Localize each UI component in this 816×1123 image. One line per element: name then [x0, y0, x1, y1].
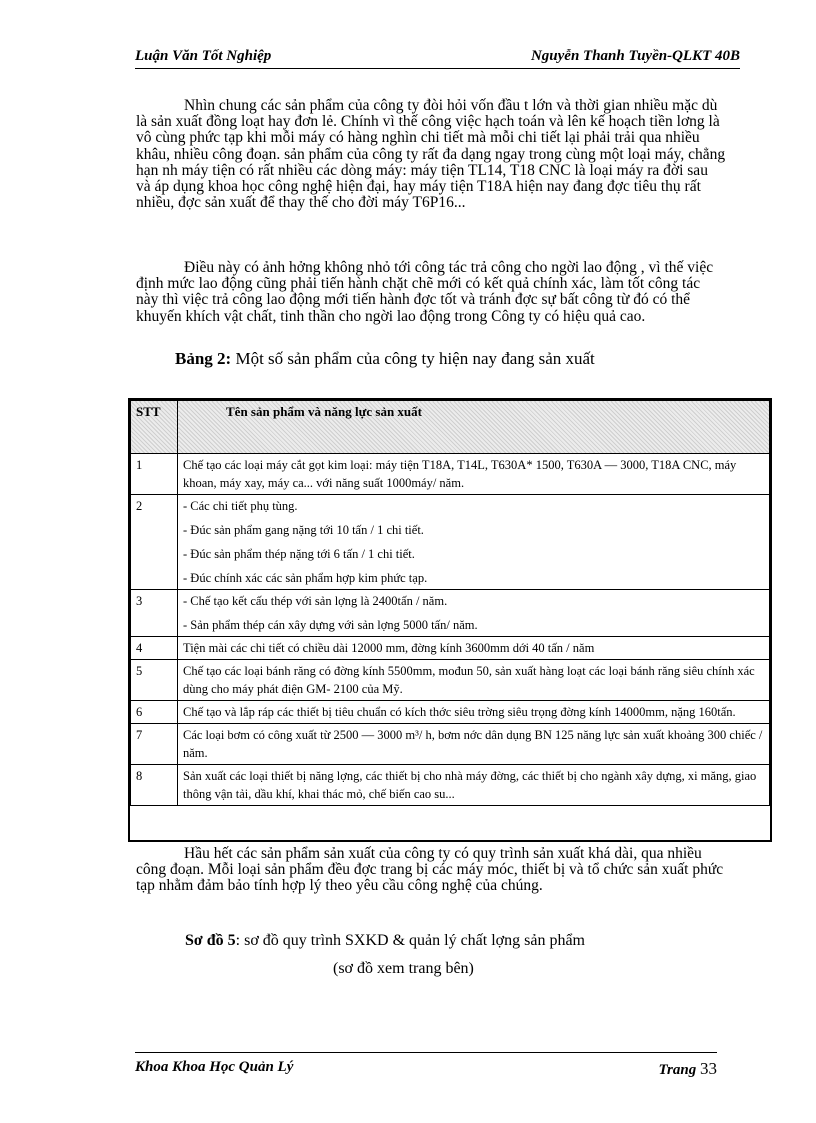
header-stt: STT	[131, 401, 178, 454]
row-line: Sản xuất các loại thiết bị năng lợng, các thiết bị cho nhà máy đờng, các thiết bị cho ngành xây dựng, xi măng, giao thông vận tải, dầu khí, khai thác mỏ, chế biến cao su...	[183, 769, 757, 801]
table-caption-text: Một số sản phẩm của công ty hiện nay đang sản xuất	[231, 349, 595, 368]
row-stt: 5	[131, 660, 178, 701]
header-product-name: Tên sản phẩm và năng lực sản xuất	[178, 401, 770, 454]
row-stt: 8	[131, 765, 178, 806]
table-row	[131, 637, 770, 660]
row-description	[178, 660, 770, 701]
table-row	[131, 454, 770, 495]
product-table	[128, 398, 772, 842]
table-row	[131, 701, 770, 724]
row-line: Chế tạo các loại máy cắt gọt kim loại: máy tiện T18A, T14L, T630A* 1500, T630A — 3000, T18A CNC, máy khoan, máy xay, máy ca... với năng suất 1000máy/ năm.	[183, 458, 737, 490]
table-row	[131, 724, 770, 765]
diagram-caption	[185, 932, 585, 950]
row-description	[178, 454, 770, 495]
table-caption-label: Bảng 2:	[175, 349, 232, 368]
table-row	[131, 765, 770, 806]
row-description	[178, 495, 770, 590]
row-stt: 6	[131, 701, 178, 724]
row-line: Tiện mài các chi tiết có chiều dài 12000 mm, đờng kính 3600mm dới 40 tấn / năm	[183, 641, 595, 655]
header-thesis-title: Luận Văn Tốt Nghiệp	[135, 48, 272, 64]
row-line: - Đúc sản phẩm thép nặng tới 6 tấn / 1 chi tiết.	[183, 547, 415, 561]
diagram-text: : sơ đồ quy trình SXKD & quản lý chất lợng sản phẩm	[235, 932, 585, 949]
page-footer	[135, 1052, 717, 1079]
paragraph-3	[136, 846, 726, 895]
footer-faculty: Khoa Khoa Học Quản Lý	[135, 1059, 294, 1075]
row-line: - Đúc sản phẩm gang nặng tới 10 tấn / 1 chi tiết.	[183, 523, 424, 537]
paragraph-2-text: Điều này có ảnh hởng không nhỏ tới công tác trả công cho ngời lao động , vì thế việc định mức lao động cũng phải tiến hành chặt chẽ mới có kết quả chính xác, làm tốt công tác này thì việc trả công lao động mới tiến hành đợc tốt và tránh đợc sự bất công từ đó có thể khuyến khích vật chất, tinh thần cho ngời lao động trong Công ty có hiệu quả cao.	[136, 259, 714, 325]
row-line: - Đúc chính xác các sản phẩm hợp kim phức tạp.	[183, 571, 428, 585]
row-description	[178, 637, 770, 660]
row-description	[178, 765, 770, 806]
row-description	[178, 701, 770, 724]
row-line: - Sản phẩm thép cán xây dựng với sản lợng 5000 tấn/ năm.	[183, 618, 478, 632]
table-row	[131, 495, 770, 590]
footer-page-label: Trang	[658, 1062, 697, 1078]
table-row	[131, 590, 770, 637]
row-stt: 2	[131, 495, 178, 590]
page-header	[135, 48, 740, 69]
row-line: Chế tạo và lắp ráp các thiết bị tiêu chuẩn có kích thớc siêu trờng siêu trọng đờng kính 14000mm, nặng 160tấn.	[183, 705, 736, 719]
paragraph-1-text: Nhìn chung các sản phẩm của công ty đòi hỏi vốn đầu t lớn và thời gian nhiều mặc dù là sản xuất đồng loạt hay đơn lẻ. Chính vì thế công việc hạch toán và lên kế hoạch tiền lơng là vô cùng phức tạp khi mỗi máy có hàng nghìn chi tiết mà mỗi chi tiết lại phải trải qua nhiều khâu, nhiều công đoạn. sản phẩm của công ty rất đa dạng ngay trong cùng một loại máy, chẳng hạn nh máy tiện có rất nhiều các dòng máy: máy tiện TL14, T18 CNC là loại máy ra đời sau và áp dụng khoa học công nghệ hiện đại, hay máy tiện T18A hiện nay đang đợc tiêu thụ rất nhiều, đợc sản xuất để thay thế cho đời máy T6P16...	[136, 97, 726, 212]
row-description	[178, 724, 770, 765]
row-stt: 3	[131, 590, 178, 637]
header-author: Nguyễn Thanh Tuyền-QLKT 40B	[530, 48, 740, 64]
row-line: - Các chi tiết phụ tùng.	[183, 499, 298, 513]
diagram-label: Sơ đồ 5	[185, 932, 236, 949]
table-header-row	[131, 401, 770, 454]
paragraph-3-text: Hầu hết các sản phẩm sản xuất của công ty có quy trình sản xuất khá dài, qua nhiều công đoạn. Mỗi loại sản phẩm đều đợc trang bị các máy móc, thiết bị và tổ chức sản xuất phức tạp nhằm đảm bảo tính hợp lý theo yêu cầu công nghệ của chúng.	[136, 845, 724, 895]
row-description	[178, 590, 770, 637]
paragraph-1	[136, 98, 726, 211]
page-number: 33	[700, 1059, 717, 1078]
paragraph-2	[136, 260, 726, 325]
diagram-note: (sơ đồ xem trang bên)	[333, 960, 474, 977]
row-line: Các loại bơm có công xuất từ 2500 — 3000 m³/ h, bơm nớc dân dụng BN 125 năng lực sản xuất khoảng 300 chiếc / năm.	[183, 728, 763, 760]
row-stt: 1	[131, 454, 178, 495]
footer-page	[658, 1059, 717, 1079]
row-line: - Chế tạo kết cấu thép với sản lợng là 2400tấn / năm.	[183, 594, 448, 608]
table-row	[131, 660, 770, 701]
row-stt: 4	[131, 637, 178, 660]
row-line: Chế tạo các loại bánh răng có đờng kính 5500mm, mođun 50, sản xuất hàng loạt các loại bánh răng siêu chính xác dùng cho máy phát điện GM- 2100 của Mỹ.	[183, 664, 755, 696]
table-caption	[175, 349, 595, 369]
row-stt: 7	[131, 724, 178, 765]
